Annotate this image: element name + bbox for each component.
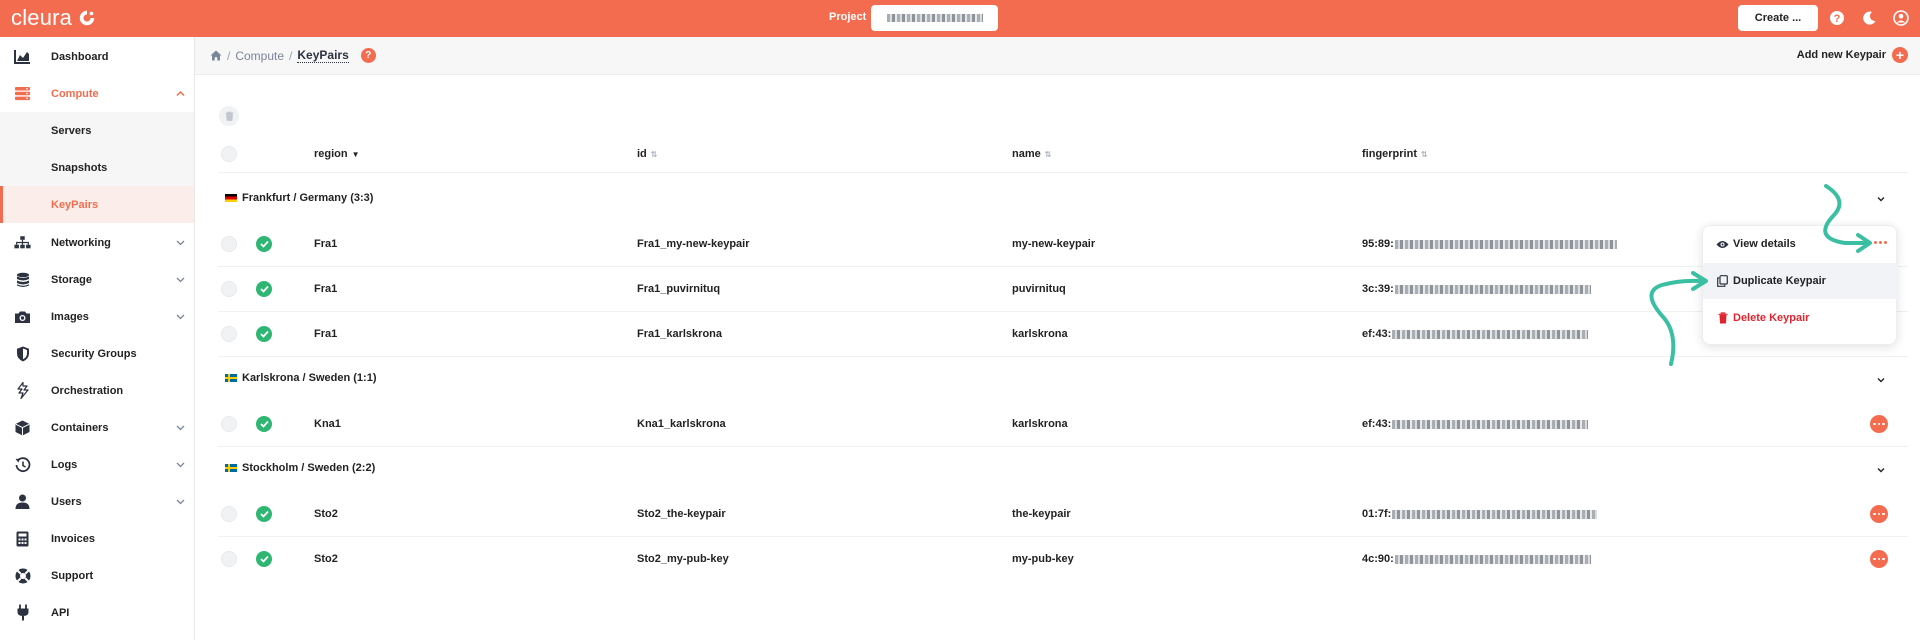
sidebar-item-invoices[interactable] (0, 520, 194, 557)
history-icon (14, 456, 31, 473)
sidebar-item-label: Dashboard (51, 50, 109, 63)
divider (218, 266, 1908, 267)
cell-id: Fra1_my-new-keypair (637, 238, 750, 250)
cell-id: Sto2_my-pub-key (637, 553, 729, 565)
fingerprint-prefix: 3c:39: (1362, 283, 1394, 295)
group-label: Karlskrona / Sweden (1:1) (242, 372, 377, 384)
trash-icon (1716, 312, 1729, 325)
sidebar-item-label: Users (51, 495, 82, 508)
sidebar-item-keypairs[interactable] (0, 186, 194, 223)
row-checkbox[interactable] (221, 281, 237, 297)
cell-name: puvirnituq (1012, 283, 1066, 295)
help-icon[interactable]: ? (361, 48, 376, 63)
bulk-delete-button[interactable] (219, 106, 239, 126)
sidebar-item-storage[interactable] (0, 261, 194, 298)
sidebar-item-orchestration[interactable] (0, 372, 194, 409)
status-ok-icon (256, 551, 272, 567)
redacted-fingerprint (1392, 420, 1588, 429)
sidebar-item-support[interactable] (0, 557, 194, 594)
sidebar-item-networking[interactable] (0, 224, 194, 261)
fingerprint-prefix: ef:43: (1362, 328, 1392, 340)
cell-fingerprint (1362, 418, 1588, 430)
column-header-fingerprint[interactable] (1362, 148, 1428, 160)
redacted-fingerprint (1392, 510, 1597, 519)
sidebar-item-label: Storage (51, 273, 92, 286)
row-checkbox[interactable] (221, 416, 237, 432)
cell-region: Fra1 (314, 238, 338, 250)
redacted-fingerprint (1395, 285, 1591, 294)
sidebar-item-images[interactable] (0, 298, 194, 335)
fingerprint-prefix: 01:7f: (1362, 508, 1392, 520)
sweden-flag-icon (225, 374, 237, 382)
chevron-down-icon (175, 496, 186, 507)
redacted-fingerprint (1395, 555, 1591, 564)
sidebar-item-snapshots[interactable] (0, 149, 194, 186)
add-new-keypair-button[interactable] (1797, 47, 1908, 63)
sidebar-item-label: Invoices (51, 532, 96, 545)
redacted-project-name (887, 14, 983, 22)
page-header (195, 37, 1920, 75)
calculator-icon (14, 530, 31, 547)
sidebar-item-label: API (51, 606, 70, 619)
cell-fingerprint (1362, 508, 1597, 520)
germany-flag-icon (225, 194, 237, 202)
select-all-checkbox[interactable] (221, 146, 237, 162)
group-header-frankfurt[interactable] (225, 192, 373, 204)
chevron-down-icon (175, 459, 186, 470)
sort-icon: ⇅ (1044, 149, 1052, 159)
sidebar-item-label: Support (51, 569, 94, 582)
menu-item-label: View details (1733, 238, 1796, 250)
sidebar-item-label: Images (51, 310, 89, 323)
sidebar-item-label: Servers (51, 124, 92, 137)
row-checkbox[interactable] (221, 236, 237, 252)
row-actions-button[interactable] (1870, 505, 1888, 523)
top-bar (0, 0, 1920, 37)
divider (218, 446, 1908, 447)
row-actions-button[interactable] (1870, 415, 1888, 433)
sidebar-item-logs[interactable] (0, 446, 194, 483)
chevron-up-icon (175, 88, 186, 99)
redacted-fingerprint (1395, 240, 1617, 249)
cell-fingerprint (1362, 238, 1617, 250)
chevron-down-icon[interactable] (1876, 375, 1886, 385)
sidebar-item-api[interactable] (0, 594, 194, 631)
delete-keypair-menu-item[interactable] (1703, 300, 1898, 336)
divider (218, 172, 1908, 173)
cell-region: Fra1 (314, 328, 338, 340)
column-label: id (637, 148, 647, 160)
server-stack-icon (14, 85, 31, 102)
cell-region: Sto2 (314, 553, 338, 565)
home-icon[interactable] (210, 50, 222, 61)
sort-desc-icon: ▼ (351, 149, 360, 159)
network-icon (14, 234, 31, 251)
svg-text:?: ? (1833, 13, 1841, 25)
column-label: fingerprint (1362, 148, 1417, 160)
row-actions-button[interactable] (1870, 550, 1888, 568)
chart-area-icon (14, 48, 31, 65)
plus-icon: + (1892, 47, 1908, 63)
moon-icon[interactable] (1860, 9, 1878, 27)
sidebar-item-label: Security Groups (51, 347, 137, 360)
create-button[interactable]: Create ... (1738, 5, 1818, 31)
sidebar-item-label: Snapshots (51, 161, 108, 174)
life-ring-icon (14, 567, 31, 584)
cell-name: my-new-keypair (1012, 238, 1096, 250)
row-actions-menu (1702, 225, 1897, 345)
group-header-stockholm[interactable] (225, 462, 375, 474)
fingerprint-prefix: 4c:90: (1362, 553, 1394, 565)
annotation-arrow-to-duplicate (1651, 281, 1700, 364)
cell-name: karlskrona (1012, 418, 1068, 430)
project-selector[interactable] (871, 5, 998, 31)
cell-id: Fra1_puvirnituq (637, 283, 721, 295)
camera-icon (14, 308, 31, 325)
sort-icon: ⇅ (650, 149, 658, 159)
sidebar-item-dashboard[interactable] (0, 38, 194, 75)
cleura-logo-mark-icon (78, 9, 96, 27)
column-label: name (1012, 148, 1041, 160)
sidebar-item-containers[interactable] (0, 409, 194, 446)
menu-item-label: Delete Keypair (1733, 312, 1810, 324)
cell-region: Fra1 (314, 283, 338, 295)
status-ok-icon (256, 236, 272, 252)
trash-icon (225, 111, 234, 121)
chevron-down-icon (175, 237, 186, 248)
cell-fingerprint (1362, 553, 1591, 565)
column-header-region[interactable] (314, 148, 360, 160)
cell-name: karlskrona (1012, 328, 1068, 340)
divider (218, 311, 1908, 312)
cell-region: Sto2 (314, 508, 338, 520)
copy-icon (1716, 275, 1729, 288)
sidebar-item-users[interactable] (0, 483, 194, 520)
sidebar-item-servers[interactable] (0, 112, 194, 149)
status-ok-icon (256, 281, 272, 297)
sidebar-item-label: Orchestration (51, 384, 124, 397)
group-label: Stockholm / Sweden (2:2) (242, 462, 376, 474)
sidebar-item-label: Containers (51, 421, 109, 434)
row-checkbox[interactable] (221, 326, 237, 342)
breadcrumb-separator: / (227, 48, 231, 63)
more-dots-icon[interactable] (1873, 241, 1888, 244)
chevron-down-icon[interactable] (1876, 465, 1886, 475)
breadcrumb (210, 48, 376, 63)
eye-icon (1716, 238, 1729, 251)
chevron-down-icon (175, 311, 186, 322)
user-account-icon[interactable] (1892, 9, 1910, 27)
cell-id: Fra1_karlskrona (637, 328, 722, 340)
add-new-keypair-label: Add new Keypair (1796, 49, 1886, 61)
help-circle-icon[interactable] (1828, 9, 1846, 27)
menu-item-label: Duplicate Keypair (1733, 275, 1826, 287)
cell-fingerprint (1362, 328, 1588, 340)
sort-icon: ⇅ (1421, 149, 1428, 159)
row-checkbox[interactable] (221, 551, 237, 567)
cell-id: Sto2_the-keypair (637, 508, 726, 520)
sidebar-item-label: KeyPairs (51, 198, 99, 211)
status-ok-icon (256, 326, 272, 342)
cleura-logo[interactable] (11, 4, 96, 32)
chevron-down-icon (175, 274, 186, 285)
sidebar-item-compute[interactable] (0, 75, 194, 112)
user-icon (14, 493, 31, 510)
sidebar (0, 37, 195, 640)
column-header-name[interactable] (1012, 148, 1051, 160)
breadcrumb-separator: / (289, 48, 293, 63)
group-header-karlskrona[interactable] (225, 372, 377, 384)
shield-icon (14, 345, 31, 362)
sidebar-item-security-groups[interactable] (0, 335, 194, 372)
sidebar-item-label: Logs (51, 458, 78, 471)
status-ok-icon (256, 506, 272, 522)
cell-name: the-keypair (1012, 508, 1071, 520)
breadcrumb-current: KeyPairs (297, 48, 349, 62)
sweden-flag-icon (225, 464, 237, 472)
chevron-down-icon (175, 422, 186, 433)
divider (218, 356, 1908, 357)
project-label: Project (829, 11, 867, 23)
plug-icon (14, 604, 31, 621)
box-icon (14, 419, 31, 436)
sidebar-item-label: Networking (51, 236, 111, 249)
cell-fingerprint (1362, 283, 1591, 295)
group-label: Frankfurt / Germany (3:3) (242, 192, 374, 204)
column-label: region (314, 148, 348, 160)
view-details-menu-item[interactable] (1703, 226, 1898, 262)
fingerprint-prefix: ef:43: (1362, 418, 1392, 430)
cell-id: Kna1_karlskrona (637, 418, 726, 430)
redacted-fingerprint (1392, 330, 1588, 339)
divider (218, 536, 1908, 537)
database-icon (14, 271, 31, 288)
sidebar-item-label: Compute (51, 87, 99, 100)
logo-text: cleura (11, 5, 73, 30)
column-header-id[interactable] (637, 148, 657, 160)
status-ok-icon (256, 416, 272, 432)
orchestration-icon (14, 382, 31, 399)
breadcrumb-compute[interactable]: Compute (235, 48, 285, 63)
cell-name: my-pub-key (1012, 553, 1074, 565)
fingerprint-prefix: 95:89: (1362, 238, 1394, 250)
cell-region: Kna1 (314, 418, 341, 430)
duplicate-keypair-menu-item[interactable] (1703, 263, 1898, 299)
chevron-down-icon[interactable] (1876, 194, 1886, 204)
row-checkbox[interactable] (221, 506, 237, 522)
